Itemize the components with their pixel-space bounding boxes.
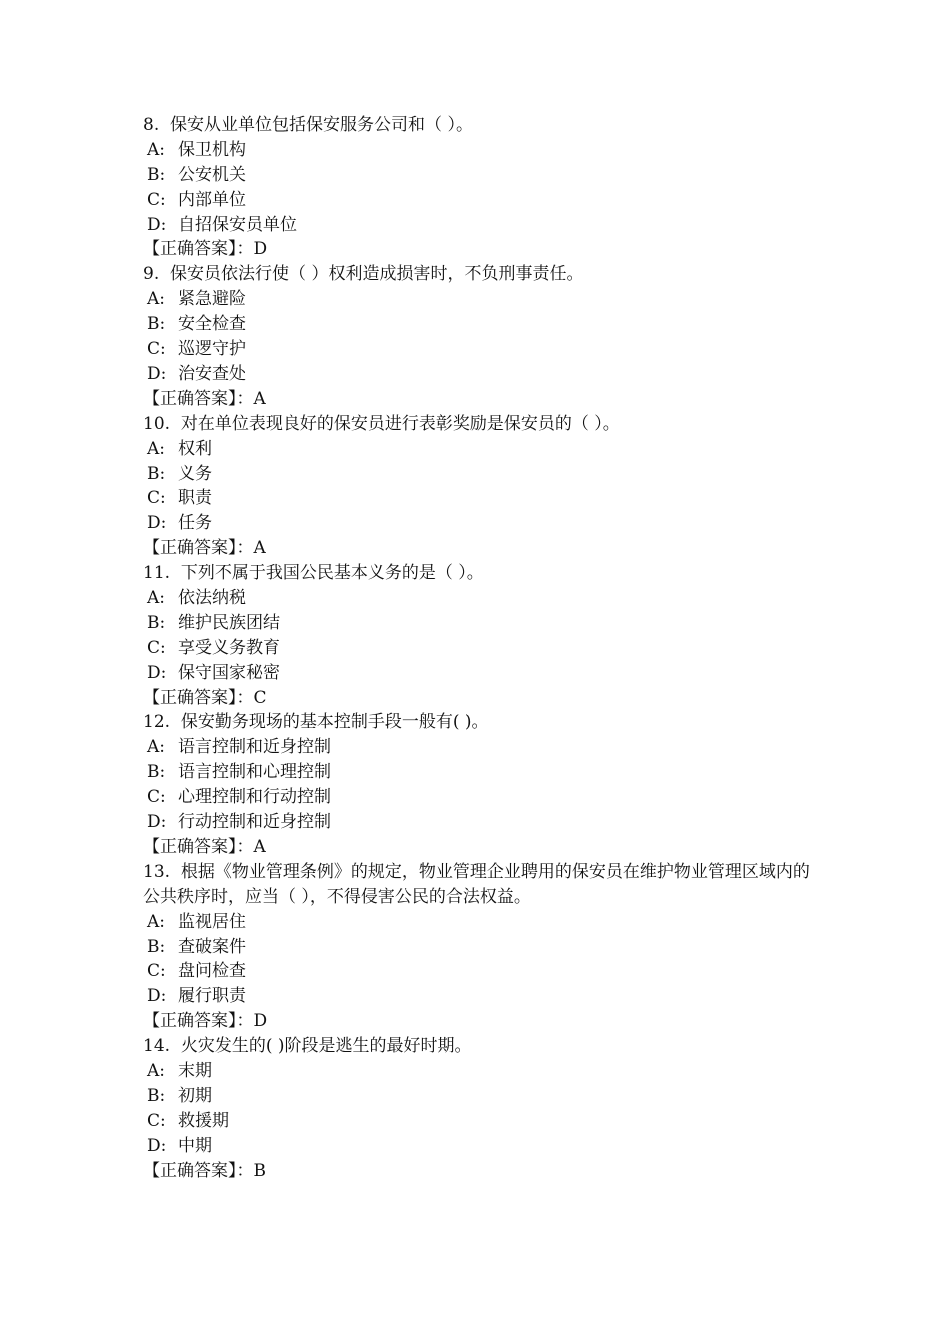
option-letter: A: [147,587,166,608]
question-number: 9. [143,264,160,285]
option-letter: D: [147,513,167,534]
option-letter: C: [147,787,166,808]
answer-prefix: 【正确答案】： [143,1011,254,1032]
answer-prefix: 【正确答案】： [143,687,254,708]
question-number: 12. [143,712,171,733]
question-block [143,710,813,859]
option-letter: B: [147,164,166,185]
option-line [143,138,813,163]
option-line [143,213,813,238]
option-letter: A: [147,139,166,160]
question-block [143,860,813,1034]
question-text: 根据《物业管理条例》的规定，物业管理企业聘用的保安员在维护物业管理区域内的公共秩序时，应当（ ），不得侵害公民的合法权益。 [143,861,810,907]
answer-value: D [253,1011,268,1032]
option-line [143,959,813,984]
option-line [143,636,813,661]
question-block [143,262,813,411]
option-letter: D: [147,812,167,833]
question-block [143,561,813,710]
option-text: 保守国家秘密 [178,662,280,683]
question-line [143,113,813,138]
option-line [143,735,813,760]
option-text: 内部单位 [178,189,246,210]
answer-value: C [253,687,267,708]
option-text: 任务 [178,513,212,534]
answer-line [143,686,813,711]
option-text: 查破案件 [178,936,246,957]
option-letter: A: [147,911,166,932]
answer-line [143,536,813,561]
option-letter: B: [147,936,166,957]
option-text: 维护民族团结 [178,612,280,633]
option-line [143,437,813,462]
answer-value: A [253,836,266,857]
question-number: 14. [143,1036,171,1057]
option-text: 行动控制和近身控制 [178,812,331,833]
option-line [143,312,813,337]
option-line [143,511,813,536]
option-text: 安全检查 [178,314,246,335]
option-line [143,760,813,785]
option-text: 保卫机构 [178,139,246,160]
answer-prefix: 【正确答案】： [143,1160,254,1181]
answer-prefix: 【正确答案】： [143,388,254,409]
question-document [143,113,813,1183]
option-line [143,1059,813,1084]
option-text: 权利 [178,438,212,459]
option-text: 初期 [178,1085,212,1106]
answer-value: B [253,1160,266,1181]
option-text: 末期 [178,1060,212,1081]
option-text: 中期 [178,1135,212,1156]
option-line [143,362,813,387]
option-letter: C: [147,961,166,982]
option-letter: C: [147,339,166,360]
option-letter: B: [147,463,166,484]
option-line [143,611,813,636]
option-text: 心理控制和行动控制 [178,787,331,808]
question-line [143,860,813,910]
option-letter: D: [147,214,167,235]
option-letter: B: [147,612,166,633]
option-text: 巡逻守护 [178,339,246,360]
option-letter: B: [147,762,166,783]
question-text: 对在单位表现良好的保安员进行表彰奖励是保安员的（ ）。 [180,413,620,434]
question-number: 13. [143,861,171,882]
option-line [143,910,813,935]
option-letter: B: [147,1085,166,1106]
question-text: 保安勤务现场的基本控制手段一般有( )。 [180,712,489,733]
answer-value: D [253,239,268,260]
option-text: 治安查处 [178,363,246,384]
answer-prefix: 【正确答案】： [143,239,254,260]
option-letter: C: [147,637,166,658]
option-line [143,287,813,312]
question-block [143,113,813,262]
option-line [143,188,813,213]
option-text: 职责 [178,488,212,509]
question-block [143,1034,813,1183]
question-number: 8. [143,115,160,135]
option-letter: A: [147,438,166,459]
option-text: 语言控制和心理控制 [178,762,331,783]
option-line [143,810,813,835]
option-text: 义务 [178,463,212,484]
question-line [143,412,813,437]
option-letter: D: [147,662,167,683]
option-letter: D: [147,986,167,1007]
option-letter: B: [147,314,166,335]
answer-line [143,1159,813,1184]
option-text: 监视居住 [178,911,246,932]
option-text: 履行职责 [178,986,246,1007]
option-text: 依法纳税 [178,587,246,608]
option-line [143,462,813,487]
option-letter: A: [147,737,166,758]
option-text: 享受义务教育 [178,637,280,658]
option-line [143,163,813,188]
question-line [143,262,813,287]
option-text: 盘问检查 [178,961,246,982]
answer-line [143,835,813,860]
question-number: 11. [143,563,171,584]
option-letter: A: [147,289,166,310]
option-letter: D: [147,1135,167,1156]
answer-prefix: 【正确答案】： [143,538,254,559]
answer-prefix: 【正确答案】： [143,836,254,857]
answer-value: A [253,538,266,559]
option-line [143,586,813,611]
answer-value: A [253,388,266,409]
question-text: 保安员依法行使（ ）权利造成损害时，不负刑事责任。 [170,264,584,285]
question-number: 10. [143,413,171,434]
option-text: 语言控制和近身控制 [178,737,331,758]
option-text: 救援期 [178,1110,229,1131]
option-letter: C: [147,488,166,509]
question-text: 保安从业单位包括保安服务公司和（ ）。 [170,115,473,135]
question-text: 下列不属于我国公民基本义务的是（ ）。 [180,563,484,584]
option-line [143,935,813,960]
option-text: 自招保安员单位 [178,214,297,235]
answer-line [143,237,813,262]
option-line [143,486,813,511]
option-letter: C: [147,189,166,210]
question-text: 火灾发生的( )阶段是逃生的最好时期。 [180,1036,472,1057]
option-line [143,661,813,686]
answer-line [143,387,813,412]
option-line [143,785,813,810]
question-block [143,412,813,561]
option-text: 紧急避险 [178,289,246,310]
answer-line [143,1009,813,1034]
option-line [143,1109,813,1134]
option-line [143,337,813,362]
option-line [143,1084,813,1109]
question-line [143,1034,813,1059]
question-line [143,710,813,735]
option-line [143,1134,813,1159]
option-text: 公安机关 [178,164,246,185]
option-letter: A: [147,1060,166,1081]
option-letter: D: [147,363,167,384]
question-line [143,561,813,586]
option-line [143,984,813,1009]
option-letter: C: [147,1110,166,1131]
